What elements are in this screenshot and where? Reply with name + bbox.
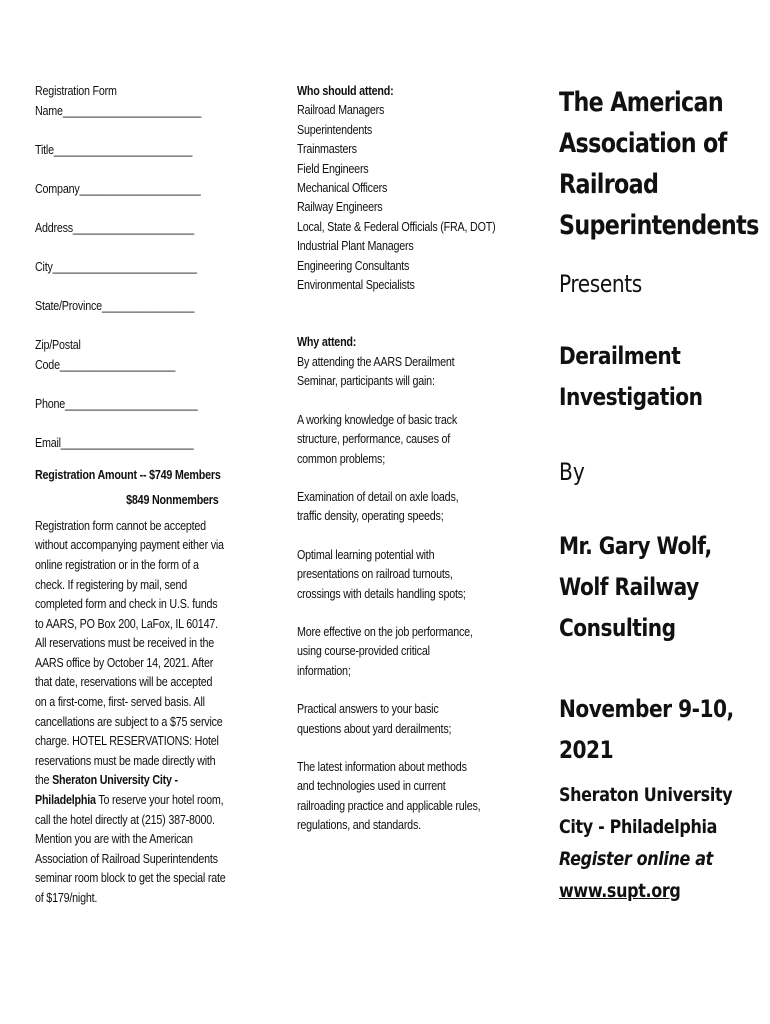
hotel-after: To reserve your hotel room, [95,793,224,808]
benefit-item [297,758,497,836]
by-label: By [559,458,585,486]
who-item: Environmental Specialists [297,278,415,293]
cover-column [559,82,764,907]
terms-line: to AARS, PO Box 200, LaFox, IL 60147. [35,616,218,631]
title-field[interactable]: Title________________________ [35,142,193,157]
benefit-line: and technologies used in current [297,779,446,794]
why-intro: Seminar, participants will gain: [297,374,435,389]
speaker-line: Wolf Railway [559,573,699,601]
benefit-line: traffic density, operating speeds; [297,509,444,524]
terms-line: that date, reservations will be accepted [35,675,213,690]
benefit-item [297,700,497,739]
audience-column [297,82,497,836]
terms-line: reservations must be made directly with [35,753,216,768]
org-title-line: Association of [559,128,727,159]
state-field[interactable]: State/Province________________ [35,299,195,314]
register-online-label: Register online at [559,848,713,870]
email-field[interactable]: Email_______________________ [35,435,194,450]
org-title-line: The American [559,87,724,118]
benefit-item [297,546,497,604]
website-link[interactable]: www.supt.org [559,880,681,902]
hotel-prefix: the [35,773,53,788]
who-item: Trainmasters [297,142,357,157]
speaker-line: Mr. Gary Wolf, [559,532,712,560]
venue-line: Sheraton University [559,784,733,806]
benefit-line: Optimal learning potential with [297,547,435,562]
benefit-item [297,623,497,681]
org-title-line: Railroad [559,169,659,200]
terms-line: of $179/night. [35,891,98,905]
benefit-line: crossings with details handling spots; [297,586,466,601]
terms-line: Mention you are with the American [35,832,193,847]
benefit-line: More effective on the job performance, [297,624,473,639]
name-field[interactable]: Name________________________ [35,103,202,118]
terms-line: All reservations must be received in the [35,636,215,651]
why-intro: By attending the AARS Derailment [297,354,455,369]
benefit-line: A working knowledge of basic track [297,412,458,427]
registration-amount-nonmembers: $849 Nonmembers [126,493,219,508]
who-item: Railway Engineers [297,200,383,215]
terms-line: online registration or in the form of a [35,557,199,572]
terms-line: completed form and check in U.S. funds [35,597,218,612]
benefit-line: Practical answers to your basic [297,702,439,717]
date-line: November 9-10, [559,695,734,723]
benefit-line: presentations on railroad turnouts, [297,567,453,582]
city-field[interactable]: City_________________________ [35,259,197,274]
who-item: Mechanical Officers [297,181,388,196]
terms-line: Association of Railroad Superintendents [35,851,218,866]
terms-line: on a first-come, first- served basis. All [35,695,205,710]
hotel-line-2 [35,791,229,811]
benefit-line: The latest information about methods [297,759,467,774]
hotel-name-2: Philadelphia [35,793,96,808]
who-item: Industrial Plant Managers [297,239,414,254]
address-field[interactable]: Address_____________________ [35,220,194,235]
terms-line: seminar room block to get the special rate [35,871,226,886]
zip-label: Zip/Postal [35,338,81,353]
benefit-line: railroading practice and applicable rules, [297,798,481,813]
who-item: Local, State & Federal Officials (FRA, DOT) [297,219,496,234]
org-title-line: Superintendents [559,210,759,241]
hotel-line [35,771,229,791]
seminar-title-line: Investigation [559,383,703,411]
venue-line: City - Philadelphia [559,816,718,838]
who-item: Engineering Consultants [297,258,410,273]
terms-line: without accompanying payment either via [35,538,224,553]
who-item: Superintendents [297,122,373,137]
terms-line: call the hotel directly at (215) 387-8000. [35,812,215,827]
benefit-line: regulations, and standards. [297,818,421,833]
terms-line: AARS office by October 14, 2021. After [35,655,214,670]
hotel-name-1: Sheraton University City - [52,773,178,788]
speaker-line: Consulting [559,614,676,642]
phone-field[interactable]: Phone_______________________ [35,396,198,411]
benefit-line: structure, performance, causes of [297,432,451,447]
registration-terms [35,517,229,909]
benefit-line: information; [297,663,351,678]
who-heading: Who should attend: [297,84,394,98]
seminar-title-line: Derailment [559,342,681,370]
who-item: Field Engineers [297,161,369,176]
registration-column [35,82,229,909]
company-field[interactable]: Company_____________________ [35,181,201,196]
presents-label: Presents [559,270,642,298]
benefit-line: using course-provided critical [297,644,430,659]
terms-line: check. If registering by mail, send [35,577,188,592]
terms-line: Registration form cannot be accepted [35,518,206,533]
terms-line: charge. HOTEL RESERVATIONS: Hotel [35,734,219,749]
benefit-item [297,411,497,469]
registration-amount-members: Registration Amount -- $749 Members [35,467,221,482]
registration-heading: Registration Form [35,84,117,98]
terms-line: cancellations are subject to a $75 service [35,714,223,729]
why-heading: Why attend: [297,335,357,350]
benefit-item [297,488,497,527]
who-item: Railroad Managers [297,103,385,118]
benefit-line: Examination of detail on axle loads, [297,489,459,504]
date-line: 2021 [559,736,614,764]
zip-field[interactable]: Code____________________ [35,357,176,372]
benefit-line: questions about yard derailments; [297,721,452,736]
benefit-line: common problems; [297,451,385,466]
